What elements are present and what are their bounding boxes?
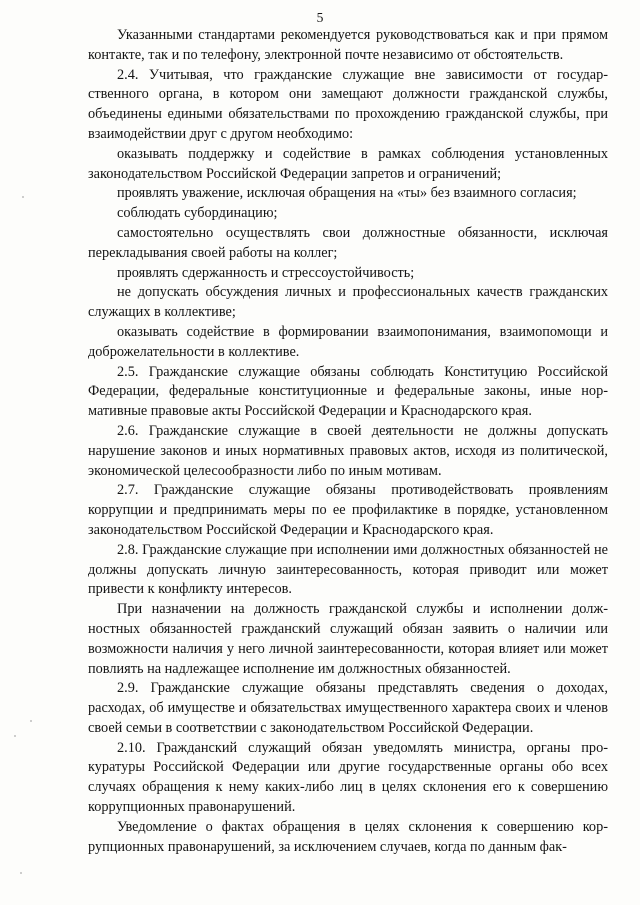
document-body (88, 26, 608, 857)
scan-speck (14, 735, 16, 737)
page-number: 5 (316, 10, 324, 25)
paragraph: 2.7. Гражданские служащие обязаны противодействовать проявлениям коррупции и предпринимать меры по ее профилактике в порядке, установленном законодательством Российской Федерации и Краснодарского края. (88, 482, 608, 538)
list-item: самостоятельно осуществлять свои должностные обязанности, исключая перекладывания своей работы на коллег; (88, 224, 608, 261)
scan-speck (22, 196, 24, 198)
paragraph: 2.5. Гражданские служащие обязаны соблюдать Конституцию Российской Федерации, федеральные конституционные и федеральные законы, иные нормативные правовые акты Российской Федерации и Краснодарского края. (88, 363, 608, 420)
list-item: оказывать содействие в формировании взаимопонимания, взаимопомощи и доброжелательности в коллективе. (88, 323, 608, 360)
scan-speck (30, 720, 32, 722)
list-item: не допускать обсуждения личных и профессиональных качеств гражданских служащих в коллективе; (88, 284, 608, 321)
list-item: оказывать поддержку и содействие в рамках соблюдения установленных законодательством Российской Федерации запретов и ограничений; (88, 145, 608, 182)
paragraph: 2.4. Учитывая, что гражданские служащие вне зависимости от государственного органа, в котором они замещают должности гражданской службы, объединены едиными обязательствами по прохождению гражданской службы, при взаимодействии друг с другом необходимо: (88, 66, 608, 142)
list-item: проявлять уважение, исключая обращения на «ты» без взаимного согласия; (117, 185, 577, 202)
list-item: проявлять сдержанность и стрессоустойчивость; (117, 264, 415, 281)
paragraph: 2.9. Гражданские служащие обязаны представлять сведения о доходах, расходах, об имуществе и обязательствах имущественного характера своих и членов своей семьи в соответствии с законодательством Российской Федерации. (88, 680, 608, 736)
paragraph: 2.8. Гражданские служащие при исполнении ими должностных обязанностей не должны допускать личную заинтересованность, которая приводит или может привести к конфликту интересов. (88, 541, 608, 598)
paragraph: Уведомление о фактах обращения в целях склонения к совершению коррупционных правонарушений, за исключением случаев, когда по данным фак- (88, 818, 608, 855)
list-item: соблюдать субординацию; (117, 205, 278, 222)
paragraph: Указанными стандартами рекомендуется руководствоваться как и при прямом контакте, так и по телефону, электронной почте независимо от обстоятельств. (88, 27, 608, 63)
paragraph: 2.6. Гражданские служащие в своей деятельности не должны допускать нарушение законов и иных нормативных правовых актов, исходя из политической, экономической целесообразности либо по иным мотивам. (88, 422, 608, 479)
paragraph: При назначении на должность гражданской службы и исполнении должностных обязанностей гражданский служащий обязан заявить о наличии или возможности наличия у него личной заинтересованности, которая влияет или может повлиять на надлежащее исполнение им должностных обязанностей. (88, 601, 608, 677)
scan-speck (20, 872, 22, 874)
paragraph: 2.10. Гражданский служащий обязан уведомлять министра, органы прокуратуры Российской Федерации или другие государственные органы обо всех случаях обращения к нему каких-либо лиц в целях склонения его к совершению коррупционных правонарушений. (88, 739, 608, 816)
